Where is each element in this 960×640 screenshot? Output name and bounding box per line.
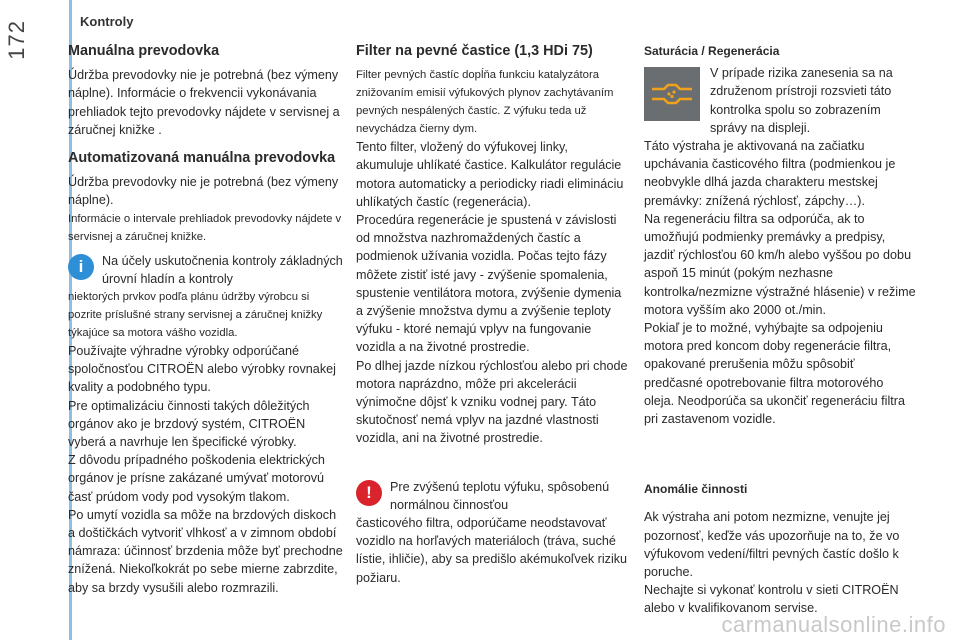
saturation-p1: Táto výstraha je aktivovaná na začiatku upchávania časticového filtra (podmienkou je neobvykle dlhá jazda charakteru mestskej premávky: znížená rýchlosť, zápchy…). — [644, 139, 896, 208]
warning-note-text: časticového filtra, odporúčame neodstavovať vozidlo na horľavých materiáloch (tráva, suché lístie, ihličie), aby sa predišlo akémukoľvek riziku požiaru. — [356, 516, 628, 585]
manual-gearbox-text: Údržba prevodovky nie je potrebná (bez výmeny náplne). Informácie o frekvencii vykonávania prehliadok tejto prevodovky nájdete v servisnej a záručnej knižke . — [68, 68, 340, 137]
column-right — [644, 42, 916, 618]
particle-filter-warning-icon — [644, 67, 700, 121]
particle-filter-p3: Po dlhej jazde nízkou rýchlosťou alebo pri chode motora naprázdno, môže pri akcelerácii výnimočne dôjsť k vzniku vodnej pary. Táto skutočnosť nemá vplyv na jazdné vlastnosti vozidla, ani na životné prostredie. — [356, 358, 628, 446]
info-note-lead: Na účely uskutočnenia kontroly základných úrovní hladín a kontroly — [102, 253, 343, 286]
watermark: carmanualsonline.info — [721, 612, 946, 637]
saturation-p3: Pokiaľ je to možné, vyhýbajte sa odpojeniu motora pred koncom doby regenerácie filtra, opakované prerušenia môžu spôsobiť predčasné opotrebovanie filtra motorového oleja. Neodporúča sa ukončiť regeneráciu filtra pri zastavenom vozidle. — [644, 321, 905, 427]
column-middle — [356, 42, 628, 587]
anomalies-p1: Ak výstraha ani potom nezmizne, venujte jej pozornosť, keďže vás upozorňuje na to, že vo výfukovom vedení/filtri pevných častíc došlo k poruche. — [644, 510, 900, 580]
paragraph-products: Používajte výhradne výrobky odporúčané spoločnosťou CITROËN alebo výrobky rovnakej kvality a podobného typu. — [68, 344, 336, 395]
heading-manual-gearbox: Manuálna prevodovka — [68, 43, 220, 59]
saturation-p2: Na regeneráciu filtra sa odporúča, ak to umožňujú podmienky premávky a predpisy, jazdiť rýchlosťou 60 km/h alebo vyššou po dobu aspoň 15 minút (pokým nezhasne kontrolka/nezmizne výstražné hlásenie) v režime motora vyšším ako 2000 ot./min. — [644, 211, 916, 317]
automated-gearbox-interval: Informácie o intervale prehliadok prevodovky nájdete v servisnej a záručnej knižke. — [68, 212, 342, 243]
heading-particle-filter: Filter na pevné častice (1,3 HDi 75) — [356, 43, 593, 59]
chapter-title: Kontroly — [80, 14, 134, 29]
page-number: 172 — [4, 20, 29, 60]
info-icon: i — [68, 254, 94, 280]
info-note-text: niektorých prvkov podľa plánu údržby výrobcu si pozrite príslušné strany servisnej a záručnej knižky týkajúce sa motora vášho vozidla. — [68, 291, 323, 340]
particle-filter-p1: Tento filter, vložený do výfukovej linky, akumuluje uhlíkaté častice. Kalkulátor regulácie motora automaticky a periodicky riadi elimináciu uhlíkatých častíc (regenerácia). — [356, 140, 624, 209]
warning-note — [356, 478, 628, 587]
info-note — [68, 252, 344, 342]
saturation-row — [644, 64, 916, 137]
column-left — [68, 42, 344, 597]
heading-anomalies: Anomálie činnosti — [644, 482, 748, 497]
warning-note-lead: Pre zvýšenú teplotu výfuku, spôsobenú normálnou činnosťou — [390, 479, 610, 512]
saturation-lead: V prípade rizika zanesenia sa na združenom prístroji rozsvieti táto kontrolka spolu so zobrazením správy na displeji. — [710, 66, 893, 135]
particle-filter-intro: Filter pevných častíc dopĺňa funkciu katalyzátora znižovaním emisií výfukových plynov zachytávaním pevných nespálených častíc. Z výfuku teda už nevychádza čierny dym. — [356, 69, 614, 136]
exclamation-icon: ! — [356, 480, 382, 506]
particle-filter-p2: Procedúra regenerácie je spustená v závislosti od množstva nazhromaždených častíc a podmienok užívania vozidla. Počas tejto fázy môžete zistiť isté javy - zvýšenie spomalenia, spustenie ventilátora motora, zvýšenie dymenia a zvýšenie množstva dymu a zvýšenie teploty výfuku - ktoré nemajú vplyv na fungovanie vozidla a na životné prostredie. — [356, 213, 622, 355]
anomalies-p2: Nechajte si vykonať kontrolu v sieti CITROËN alebo v kvalifikovanom servise. — [644, 583, 899, 616]
paragraph-optimization: Pre optimalizáciu činnosti takých dôležitých orgánov ako je brzdový systém, CITROËN vyberá a navrhuje len špecifické výrobky. — [68, 398, 310, 450]
paragraph-washing: Z dôvodu prípadného poškodenia elektrických orgánov je prísne zakázané umývať motorovú časť prúdom vody pod vysokým tlakom. — [68, 453, 325, 504]
automated-gearbox-text: Údržba prevodovky nie je potrebná (bez výmeny náplne). — [68, 175, 339, 208]
heading-saturation: Saturácia / Regenerácia — [644, 44, 780, 58]
paragraph-brakes: Po umytí vozidla sa môže na brzdových diskoch a doštičkách vytvoriť vlhkosť a v zimnom období námraza: účinnosť brzdenia môže byť prechodne znížená. Niekoľkokrát po sebe mierne zabrzdite, aby sa brzdy vysušili alebo rozmrazili. — [68, 507, 343, 595]
heading-automated-gearbox: Automatizovaná manuálna prevodovka — [68, 150, 336, 167]
